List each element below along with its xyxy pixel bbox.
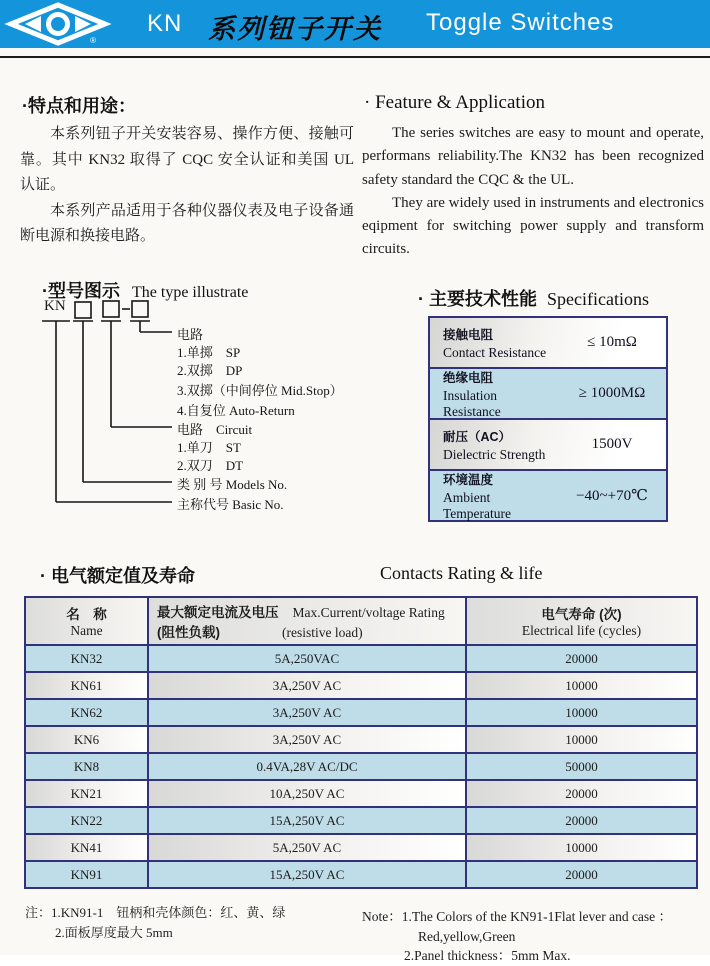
type-illustrate-title-zh: ·型号图示 [42, 281, 120, 301]
spec-row-insulation-resistance [430, 369, 666, 418]
cell-name: KN61 [26, 673, 147, 698]
model-code-diagram [40, 298, 380, 513]
spec-value: ≤ 10mΩ [587, 334, 637, 350]
footnote-en-line-2: Red,yellow,Green [418, 928, 516, 944]
cell-life: 10000 [467, 700, 696, 725]
features-en-paragraph-1: The series switches are easy to mount and operate, performans reliability.The KN32 has been recognized safety standard the CQC & the UL. [362, 125, 704, 188]
rating-title-zh: · 电气额定值及寿命 [40, 566, 195, 586]
table-row-kn41 [26, 835, 696, 860]
diagram-connector-lines [40, 298, 175, 508]
cell-name: KN22 [26, 808, 147, 833]
header-rating-sub-zh: (阻性负载) [157, 625, 220, 640]
spec-row-ambient-temperature [430, 471, 666, 520]
features-body-zh [20, 122, 354, 250]
cell-life: 20000 [467, 862, 696, 887]
spec-label-zh: 耐压（AC） [443, 429, 512, 444]
cell-life: 10000 [467, 727, 696, 752]
features-title-zh: ·特点和用途： [22, 96, 136, 116]
specifications-title [418, 285, 649, 311]
diagram-option-auto-return: 4.自复位 Auto-Return [177, 403, 295, 418]
header-rating-zh: 最大额定电流及电压 [157, 605, 279, 620]
table-row-kn6 [26, 727, 696, 752]
rating-table-header-row [26, 598, 696, 644]
header-life-en: Electrical life (cycles) [521, 623, 642, 638]
diagram-code-prefix: KN [44, 298, 66, 314]
footnote-en-line-3: 2.Panel thickness：5mm Max. [404, 948, 571, 964]
diagram-label-circuit: 电路 Circuit [177, 422, 253, 437]
cell-life: 50000 [467, 754, 696, 779]
diagram-label-basic-no: 主称代号 Basic No. [177, 497, 284, 512]
spec-label-zh: 环境温度 [443, 472, 494, 487]
specifications-title-zh: · 主要技术性能 [418, 289, 537, 309]
diagram-label-models-no: 类 别 号 Models No. [177, 477, 288, 492]
features-zh-paragraph-1: 本系列钮子开关安装容易、操作方便、接触可靠。其中 KN32 取得了 CQC 安全认证和美国 UL 认证。 [20, 126, 354, 193]
cell-rating: 15A,250V AC [149, 862, 465, 887]
cell-life: 20000 [467, 781, 696, 806]
spec-value: −40~+70℃ [576, 488, 648, 504]
spec-label-zh: 接触电阻 [443, 327, 494, 342]
specifications-table [428, 316, 668, 522]
footnote-zh [25, 903, 285, 943]
spec-value: 1500V [591, 436, 633, 452]
header-series-name-zh: 系列钮子开关 [208, 14, 382, 44]
diagram-option-dp: 2.双掷 DP [177, 363, 243, 378]
cell-rating: 5A,250VAC [149, 646, 465, 671]
header-rating-sub-en: (resistive load) [282, 625, 363, 640]
registered-mark: ® [90, 36, 96, 45]
spec-row-dielectric-strength [430, 420, 666, 469]
cell-rating: 5A,250V AC [149, 835, 465, 860]
cell-life: 20000 [467, 808, 696, 833]
spec-row-contact-resistance [430, 318, 666, 367]
spec-label-en: Insulation Resistance [443, 387, 501, 419]
header-name-zh: 名 称 [66, 607, 107, 622]
cell-name: KN32 [26, 646, 147, 671]
footnote-zh-line-1: 注：1.KN91-1 钮柄和壳体颜色：红、黄、绿 [25, 905, 286, 920]
type-illustrate-title-en: The type illustrate [132, 284, 249, 301]
header-brand-code: KN [147, 10, 183, 37]
header-life-zh: 电气寿命 (次) [541, 607, 622, 622]
header-bar [0, 0, 710, 48]
diagram-option-mid-stop: 3.双掷（中间停位 Mid.Stop） [177, 383, 343, 398]
footnote-zh-line-2: 2.面板厚度最大 5mm [55, 925, 173, 941]
spec-label-en: Contact Resistance [443, 344, 547, 360]
rating-title-en: Contacts Rating & life [380, 563, 543, 583]
specifications-title-en: Specifications [547, 289, 649, 309]
table-row-kn91 [26, 862, 696, 887]
features-zh-paragraph-2: 本系列产品适用于各种仪器仪表及电子设备通断电源和换接电路。 [20, 202, 354, 244]
diagram-label-throw: 电路 [177, 327, 204, 342]
diagram-option-st: 1.单刀 ST [177, 440, 241, 455]
cell-name: KN62 [26, 700, 147, 725]
features-body-en [362, 122, 704, 262]
table-row-kn8 [26, 754, 696, 779]
features-title-en: · Feature & Application [364, 92, 545, 113]
cell-name: KN91 [26, 862, 147, 887]
footnote-en-line-1: Note：1.The Colors of the KN91-1Flat lever and case ： [362, 909, 673, 924]
cell-life: 10000 [467, 835, 696, 860]
brand-logo-icon [8, 3, 108, 45]
table-row-kn22 [26, 808, 696, 833]
spec-value: ≥ 1000MΩ [578, 385, 646, 401]
spec-label-en: Dielectric Strength [443, 446, 546, 462]
header-title-en: Toggle Switches [426, 9, 615, 36]
cell-name: KN6 [26, 727, 147, 752]
header-name-en: Name [70, 623, 103, 638]
header-divider-rule [0, 56, 710, 58]
cell-rating: 0.4VA,28V AC/DC [149, 754, 465, 779]
cell-rating: 3A,250V AC [149, 700, 465, 725]
header-rating-en: Max.Current/voltage Rating [292, 605, 445, 620]
spec-label-zh: 绝缘电阻 [443, 370, 494, 385]
cell-name: KN8 [26, 754, 147, 779]
diagram-option-dt: 2.双刀 DT [177, 458, 244, 473]
spec-label-en: Ambient Temperature [443, 489, 512, 521]
table-row-kn62 [26, 700, 696, 725]
cell-name: KN21 [26, 781, 147, 806]
table-row-kn32 [26, 646, 696, 671]
cell-life: 10000 [467, 673, 696, 698]
cell-rating: 3A,250V AC [149, 673, 465, 698]
table-row-kn21 [26, 781, 696, 806]
footnote-en [362, 907, 672, 966]
cell-rating: 10A,250V AC [149, 781, 465, 806]
cell-name: KN41 [26, 835, 147, 860]
features-en-paragraph-2: They are widely used in instruments and electronics eqipment for switching power supply and transform circuits. [362, 194, 704, 258]
contacts-rating-table [24, 596, 698, 889]
cell-rating: 3A,250V AC [149, 727, 465, 752]
table-row-kn61 [26, 673, 696, 698]
cell-life: 20000 [467, 646, 696, 671]
cell-rating: 15A,250V AC [149, 808, 465, 833]
diagram-option-sp: 1.单掷 SP [177, 345, 241, 360]
